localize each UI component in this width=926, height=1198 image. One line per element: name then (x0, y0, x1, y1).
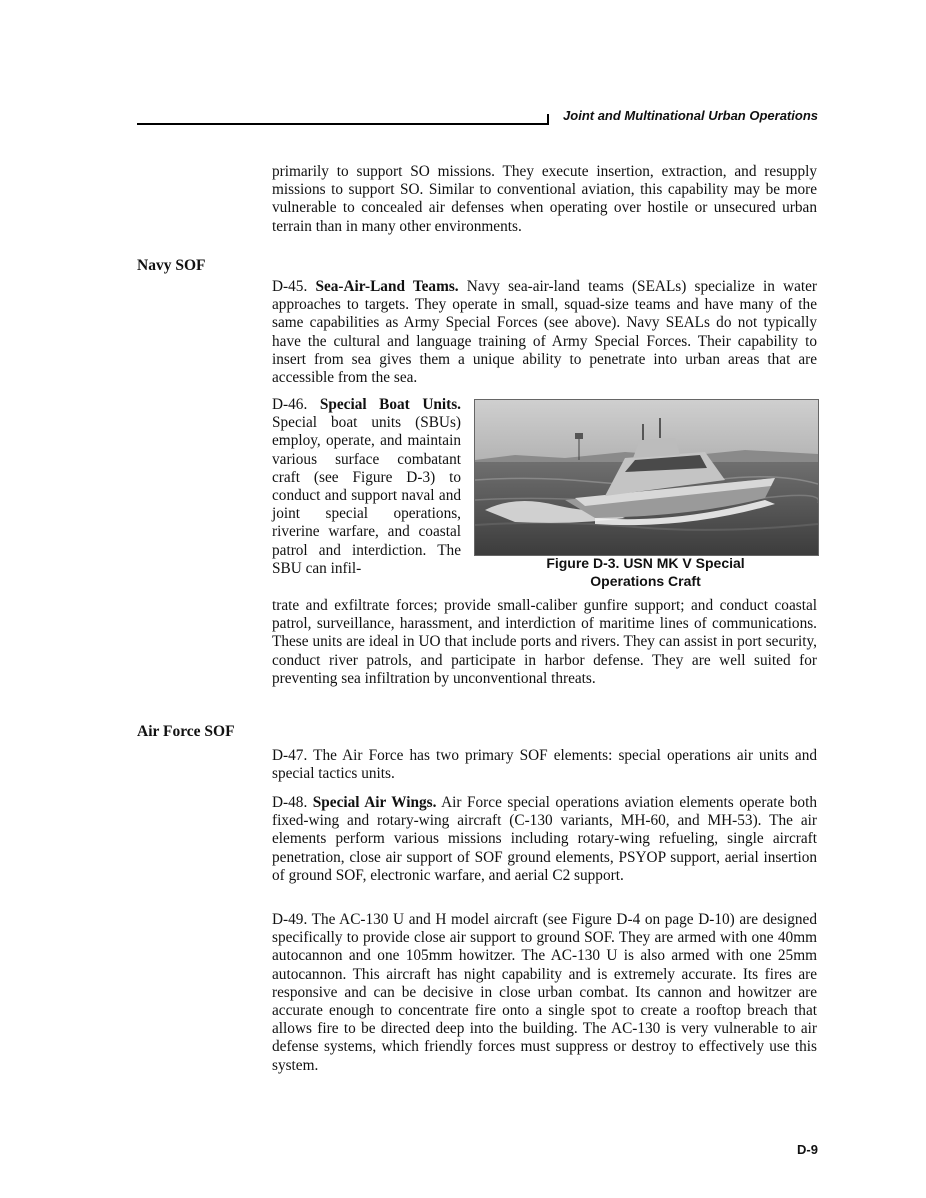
para-text: Navy sea-air-land teams (SEALs) specialize in water approaches to targets. They operate in small, squad-size teams and have many of the same capabilities as Army Special Forces (see above). Navy SEALs do not typically have the cultural and language training of Army Special Forces. Their capability to insert from sea gives them a unique ability to penetrate into urban areas that are accessible from the sea. (272, 278, 818, 387)
caption-line-2: Operations Craft (590, 573, 701, 589)
paragraph-d48 (272, 794, 817, 885)
paragraph-d46-continued: trate and exfiltrate forces; provide small-caliber gunfire support; and conduct coastal patrol, surveillance, harassment, and interdiction of maritime lines of communications. These units are ideal in UO that include ports and rivers. They can assist in port security, conduct river patrols, and participate in harbor defense. They are well suited for preventing sea infiltration by unconventional threats. (272, 597, 817, 687)
para-number: D-45. (272, 278, 308, 295)
header-rule-tick (547, 114, 549, 125)
para-text: Special boat units (SBUs) employ, operate, and maintain various surface combatant craft (see Figure D-3) to conduct and support naval and joint special operations, riverine warfare, and coastal patrol and interdiction. The SBU can infil- (272, 414, 461, 577)
para-text: Air Force special operations aviation elements operate both fixed-wing and rotary-wing aircraft (C-130 variants, MH-60, and MH-53). The air elements perform various missions including rotary-wing refueling, single aircraft penetration, close air support of SOF ground elements, PSYOP support, aerial insertion of ground SOF, electronic warfare, and aerial C2 support. (272, 794, 817, 884)
paragraph-d49 (272, 911, 817, 1075)
heading-air-force-sof: Air Force SOF (137, 723, 235, 740)
para-lead: Special Air Wings. (312, 794, 437, 811)
paragraph-d47 (272, 747, 817, 783)
para-number: D-49. (272, 911, 308, 928)
running-header-title: Joint and Multinational Urban Operations (563, 108, 818, 123)
para-text: The AC-130 U and H model aircraft (see Figure D-4 on page D-10) are designed specifically to provide close air support to ground SOF. They are armed with one 40mm autocannon and one 105mm howitzer. The AC-130 U is also armed with one 25mm autocannon. This aircraft has night capability and is extremely accurate. Its fires are responsive and can be decisive in close urban combat. Its cannon and howitzer are accurate enough to concentrate fire onto a single spot to create a rooftop breach that allows fire to be directed deep into the building. The AC-130 is very vulnerable to air defense systems, which friendly forces must suppress or destroy to effectively use this system. (272, 911, 817, 1074)
para-text: The Air Force has two primary SOF elements: special operations air units and special tactics units. (272, 747, 817, 783)
page-number: D-9 (797, 1142, 818, 1157)
para-lead: Sea-Air-Land Teams. (315, 278, 459, 295)
paragraph-d46-wrapped (272, 396, 461, 578)
figure-caption (474, 554, 817, 590)
continuation-paragraph: primarily to support SO missions. They execute insertion, extraction, and resupply missions to support SO. Similar to conventional aviation, this capability may be more vulnerable to concealed air defenses when operating over hostile or unsecured urban terrain than in many other environments. (272, 163, 817, 235)
para-number: D-46. (272, 396, 308, 413)
caption-line-1: Figure D-3. USN MK V Special (546, 555, 745, 571)
header-rule (137, 123, 548, 125)
para-number: D-48. (272, 794, 308, 811)
para-lead: Special Boat Units. (319, 396, 461, 413)
heading-navy-sof: Navy SOF (137, 257, 206, 274)
paragraph-d45 (272, 278, 817, 387)
para-number: D-47. (272, 747, 308, 764)
boat-photo (474, 399, 819, 556)
